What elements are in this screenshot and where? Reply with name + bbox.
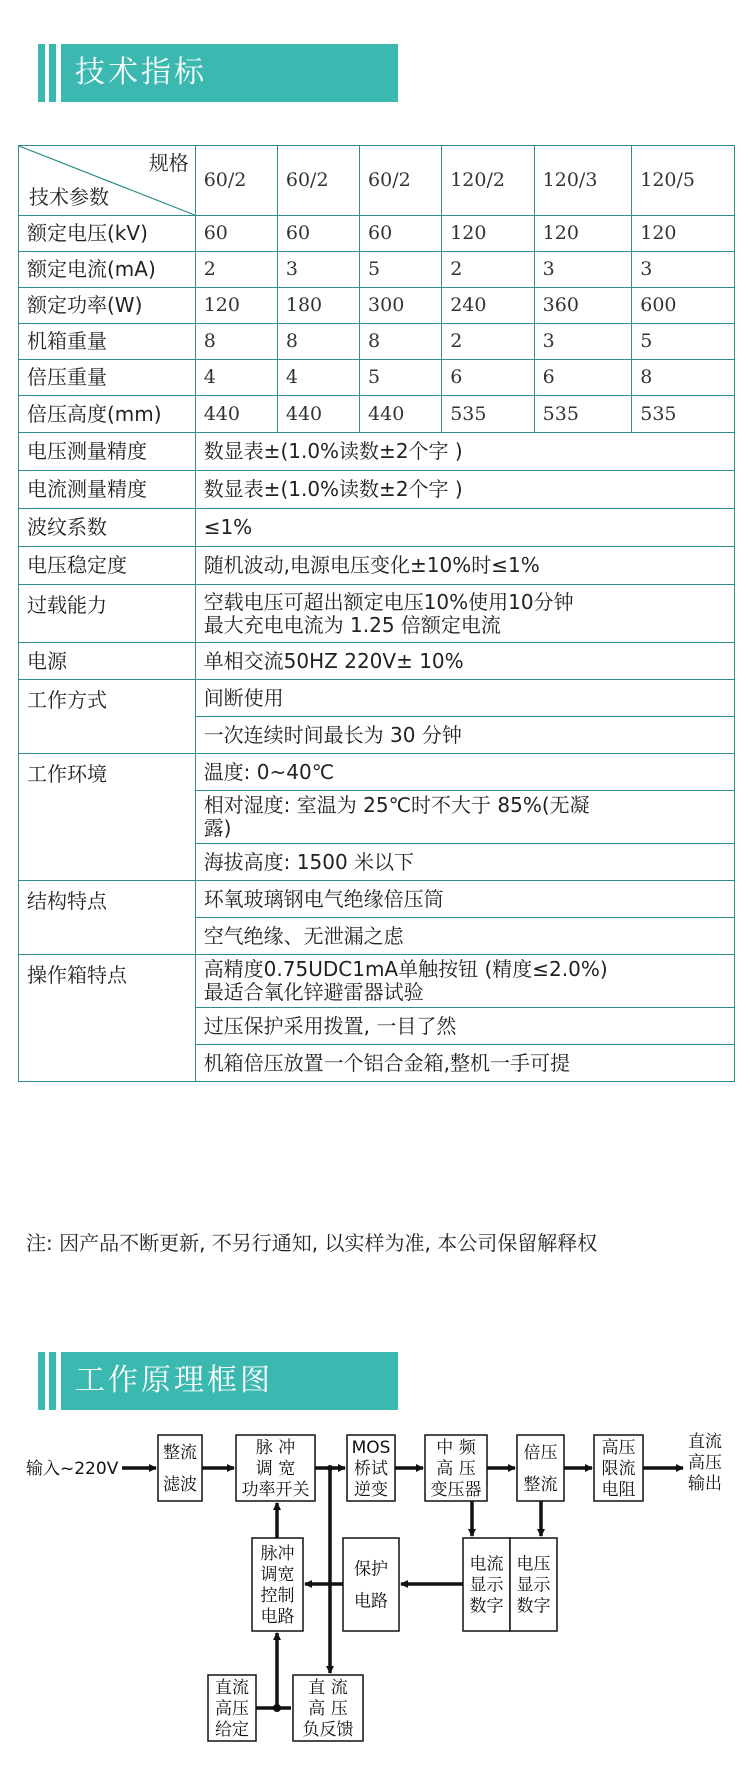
row-label: 机箱重量: [19, 324, 196, 360]
value-cell: 2: [195, 252, 277, 288]
value-cell: 440: [277, 396, 359, 433]
block-label: 高 压: [308, 1699, 348, 1719]
cell-line: 一次连续时间最长为 30 分钟: [203, 722, 462, 747]
block-label: 电流: [469, 1554, 504, 1575]
accent-bar: [49, 44, 56, 102]
block-label: 整流: [523, 1475, 558, 1495]
value-cell: 535: [442, 396, 534, 433]
table-row: [19, 360, 735, 396]
value-cell: 120: [534, 216, 632, 252]
value-cell: 4: [195, 360, 277, 396]
block-label: 保护: [354, 1559, 388, 1580]
span-value-cell: [195, 680, 734, 717]
section-header-diagram: [38, 1352, 398, 1410]
value-cell: 3: [277, 252, 359, 288]
block-label: 调宽: [260, 1565, 295, 1585]
row-label: 电压稳定度: [19, 547, 196, 585]
value-cell: 4: [277, 360, 359, 396]
cell-line: 数显表±(1.0%读数±2个字 ): [203, 477, 463, 501]
block-label: 显示: [469, 1575, 504, 1596]
block-label: 脉冲: [260, 1544, 295, 1564]
block-label: 电压: [516, 1554, 551, 1575]
value-cell: 360: [534, 288, 632, 324]
model-cell: 60/2: [277, 146, 359, 216]
cell-line: 数显表±(1.0%读数±2个字 ): [203, 439, 463, 463]
block-label: 电路: [260, 1607, 295, 1627]
model-cell: 60/2: [195, 146, 277, 216]
table-row: [19, 216, 735, 252]
table-row: [19, 324, 735, 360]
value-cell: 535: [534, 396, 632, 433]
value-cell: 60: [360, 216, 442, 252]
block-label: 电路: [354, 1591, 388, 1612]
span-value-cell: [195, 955, 734, 1008]
span-value-cell: [195, 717, 734, 754]
header-spec-label: 规格: [148, 151, 189, 175]
span-value-cell: [195, 585, 734, 643]
cell-line: 最大充电电流为 1.25 倍额定电流: [203, 612, 501, 637]
block-label: MOS: [351, 1438, 391, 1458]
junction-dot: [273, 1704, 281, 1712]
footnote: 注: 因产品不断更新, 不另行通知, 以实样为准, 本公司保留解释权: [26, 1231, 598, 1255]
block-label: 调 宽: [255, 1459, 296, 1479]
value-cell: 3: [632, 252, 735, 288]
row-label: 倍压高度(mm): [19, 396, 196, 433]
cell-line: 高精度0.75UDC1mA单触按钮 (精度≤2.0%): [203, 957, 608, 981]
accent-bar: [38, 1352, 45, 1410]
model-cell: 120/5: [632, 146, 735, 216]
cell-line: 机箱倍压放置一个铝合金箱,整机一手可提: [203, 1050, 571, 1075]
span-value-cell: [195, 1045, 734, 1082]
block-label: 高压: [215, 1699, 249, 1719]
row-label: 电源: [19, 643, 196, 680]
cell-line: 最适合氧化锌避雷器试验: [203, 980, 424, 1004]
model-cell: 120/3: [534, 146, 632, 216]
cell-line: 相对湿度: 室温为 25℃时不大于 85%(无凝: [203, 793, 590, 817]
block-label: 倍压: [523, 1443, 558, 1463]
block-label: 桥试: [354, 1459, 388, 1479]
span-value-cell: [195, 918, 734, 955]
block-label: 整流: [163, 1443, 197, 1463]
block-label: 中 频: [436, 1438, 476, 1458]
block-label: 脉 冲: [255, 1438, 296, 1458]
span-value-cell: [195, 881, 734, 918]
table-row: [19, 955, 735, 1008]
block-label: 控制: [260, 1586, 295, 1606]
table-row: [19, 433, 735, 471]
cell-line: ≤1%: [203, 515, 253, 539]
cell-line: 过压保护采用拨置, 一目了然: [203, 1013, 457, 1038]
table-row: [19, 643, 735, 680]
span-value-cell: [195, 547, 734, 585]
row-label: 工作环境: [19, 754, 196, 881]
section-title: 技术指标: [61, 44, 398, 102]
value-cell: 240: [442, 288, 534, 324]
span-value-cell: [195, 471, 734, 509]
header-diagonal-cell: [19, 146, 196, 216]
row-label: 倍压重量: [19, 360, 196, 396]
row-label: 电流测量精度: [19, 471, 196, 509]
row-label: 电压测量精度: [19, 433, 196, 471]
cell-line: 间断使用: [203, 685, 284, 710]
value-cell: 300: [360, 288, 442, 324]
cell-line: 露): [203, 816, 232, 840]
cell-line: 温度: 0~40℃: [203, 759, 335, 784]
input-label: 输入~220V: [26, 1459, 119, 1479]
block-label: 限流: [601, 1459, 636, 1479]
spec-table: [18, 145, 735, 1082]
value-cell: 3: [534, 324, 632, 360]
table-row: [19, 680, 735, 717]
table-row: [19, 471, 735, 509]
value-cell: 6: [534, 360, 632, 396]
junction-dot: [327, 1465, 333, 1471]
cell-line: 环氧玻璃钢电气绝缘倍压筒: [203, 886, 444, 911]
block-label: 高 压: [436, 1459, 476, 1479]
block-label: 直 流: [308, 1678, 348, 1698]
block-label: 滤波: [163, 1475, 197, 1495]
block-label: 变压器: [430, 1480, 482, 1500]
output-label: 直流: [688, 1432, 722, 1452]
value-cell: 8: [360, 324, 442, 360]
table-row: [19, 396, 735, 433]
value-cell: 2: [442, 324, 534, 360]
value-cell: 535: [632, 396, 735, 433]
value-cell: 180: [277, 288, 359, 324]
cell-line: 单相交流50HZ 220V± 10%: [203, 648, 464, 673]
block-label: 显示: [516, 1575, 551, 1596]
model-cell: 60/2: [360, 146, 442, 216]
value-cell: 120: [632, 216, 735, 252]
row-label: 工作方式: [19, 680, 196, 754]
output-label: 输出: [688, 1474, 722, 1494]
value-cell: 8: [195, 324, 277, 360]
output-label: 高压: [688, 1453, 722, 1473]
value-cell: 6: [442, 360, 534, 396]
span-value-cell: [195, 643, 734, 680]
value-cell: 8: [632, 360, 735, 396]
block-label: 高压: [601, 1438, 636, 1458]
value-cell: 120: [442, 216, 534, 252]
span-value-cell: [195, 1008, 734, 1045]
cell-line: 空载电压可超出额定电压10%使用10分钟: [203, 589, 574, 614]
section-header-specs: [38, 44, 398, 102]
block-diagram: [0, 1410, 750, 1771]
accent-bar: [38, 44, 45, 102]
block-protect: [343, 1538, 399, 1631]
value-cell: 600: [632, 288, 735, 324]
value-cell: 120: [195, 288, 277, 324]
model-cell: 120/2: [442, 146, 534, 216]
block-label: 负反馈: [302, 1720, 354, 1740]
table-row: [19, 288, 735, 324]
value-cell: 440: [360, 396, 442, 433]
table-row: [19, 509, 735, 547]
cell-line: 空气绝缘、无泄漏之虑: [203, 923, 404, 948]
value-cell: 440: [195, 396, 277, 433]
value-cell: 60: [277, 216, 359, 252]
block-label: 电阻: [601, 1480, 636, 1500]
value-cell: 5: [360, 360, 442, 396]
table-header-row: [19, 146, 735, 216]
span-value-cell: [195, 509, 734, 547]
section-title: 工作原理框图: [61, 1352, 398, 1410]
block-label: 功率开关: [241, 1480, 310, 1500]
row-label: 过载能力: [19, 585, 196, 643]
row-label: 结构特点: [19, 881, 196, 955]
row-label: 操作箱特点: [19, 955, 196, 1082]
table-row: [19, 754, 735, 791]
table-row: [19, 252, 735, 288]
accent-bar: [49, 1352, 56, 1410]
block-label: 给定: [215, 1720, 249, 1740]
row-label: 波纹系数: [19, 509, 196, 547]
span-value-cell: [195, 433, 734, 471]
value-cell: 5: [632, 324, 735, 360]
block-label: 数字: [516, 1596, 551, 1617]
block-label: 数字: [469, 1596, 504, 1617]
value-cell: 8: [277, 324, 359, 360]
cell-line: 随机波动,电源电压变化±10%时≤1%: [203, 553, 540, 577]
block-label: 逆变: [354, 1480, 388, 1500]
row-label: 额定电压(kV): [19, 216, 196, 252]
value-cell: 2: [442, 252, 534, 288]
value-cell: 3: [534, 252, 632, 288]
row-label: 额定功率(W): [19, 288, 196, 324]
block-label: 直流: [215, 1678, 249, 1698]
row-label: 额定电流(mA): [19, 252, 196, 288]
header-param-label: 技术参数: [29, 185, 109, 209]
table-row: [19, 881, 735, 918]
value-cell: 60: [195, 216, 277, 252]
span-value-cell: [195, 754, 734, 791]
cell-line: 海拔高度: 1500 米以下: [203, 849, 415, 874]
table-row: [19, 547, 735, 585]
value-cell: 5: [360, 252, 442, 288]
span-value-cell: [195, 844, 734, 881]
table-row: [19, 585, 735, 643]
span-value-cell: [195, 791, 734, 844]
